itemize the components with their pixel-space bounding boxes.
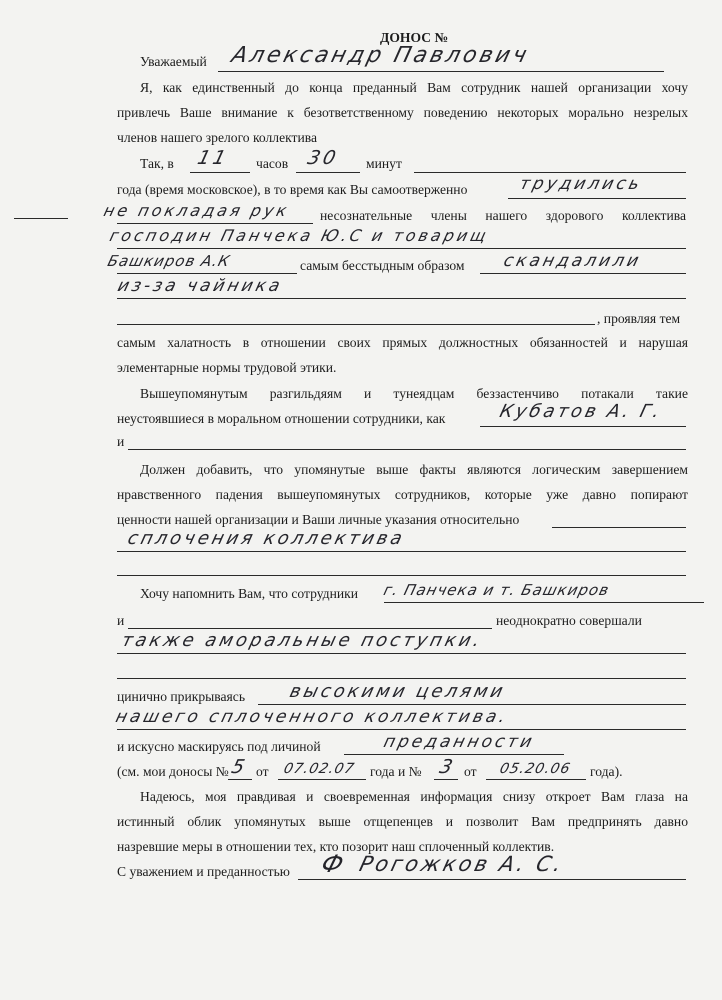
work-line2	[117, 223, 313, 224]
accomplice-line1: Вышеупомянутым разгильдяям и тунеядцам беззастенчиво потакали такие	[140, 386, 688, 401]
time-rest-line	[414, 172, 686, 173]
para1-line1: Я, как единственный до конца преданный Вам сотрудник нашей организации хочу	[140, 80, 688, 95]
time-prefix: Так, в	[140, 156, 174, 171]
remind-handwritten: г. Панчека и т. Башкиров	[381, 581, 612, 599]
deed-line1	[480, 273, 686, 274]
ref-from-2: от	[464, 764, 477, 779]
ref-date1-line	[278, 779, 366, 780]
unity-handwritten: сплочения коллектива	[125, 528, 408, 549]
ref-num1-line	[228, 779, 252, 780]
names-handwritten1: господин Панчека Ю.С и товарищ	[107, 226, 491, 245]
ref-num1-handwritten: 5	[229, 756, 250, 778]
remind-line	[384, 602, 704, 603]
form-title: ДОНОС №	[380, 30, 449, 45]
cover-handwritten1: высокими целями	[287, 681, 508, 702]
work-line1	[508, 198, 686, 199]
ref-num2-line	[434, 779, 458, 780]
immoral-line2	[117, 678, 686, 679]
hope-line1: Надеюсь, моя правдивая и своевременная информация снизу откроет Вам глаза на	[140, 789, 688, 804]
ref-date2-handwritten: 05.20.06	[498, 761, 573, 777]
showing-text: , проявляя тем	[597, 311, 681, 326]
add-line3: ценности нашей организации и Ваши личные указания относительно	[117, 512, 520, 527]
minutes-line	[296, 172, 360, 173]
hours-handwritten: 11	[195, 147, 231, 169]
mask-line	[344, 754, 564, 755]
unity-line2	[117, 575, 686, 576]
cover-line1	[258, 704, 686, 705]
hope-line3: назревшие меры в отношении тех, кто позорит наш сплоченный коллектив.	[117, 839, 555, 854]
work-handwritten1: трудились	[517, 174, 645, 194]
ref-open: (см. мои доносы №	[117, 764, 229, 779]
minutes-label: минут	[366, 156, 402, 171]
remind-text: Хочу напомнить Вам, что сотрудники	[140, 586, 359, 601]
mask-handwritten: преданности	[381, 732, 537, 752]
ref-close: года).	[590, 764, 623, 779]
hours-label: часов	[256, 156, 289, 171]
margin-mark	[14, 218, 68, 219]
signature-mark: Ф	[317, 850, 349, 878]
shameless-text: самым бесстыдным образом	[300, 258, 465, 273]
deed-line2	[117, 298, 686, 299]
immoral-handwritten: также аморальные поступки.	[119, 630, 485, 651]
greeting-label: Уважаемый	[140, 54, 207, 69]
accomplice2-line	[128, 449, 686, 450]
mask-text: и искусно маскируясь под личиной	[117, 739, 321, 754]
ref-date1-handwritten: 07.02.07	[282, 761, 357, 777]
members-text: несознательные члены нашего здорового коллектива	[320, 208, 686, 223]
signature-line	[298, 879, 686, 880]
minutes-handwritten: 30	[305, 147, 341, 169]
ref-from-1: от	[256, 764, 269, 779]
accomplice-line2: неустоявшиеся в моральном отношении сотрудники, как	[117, 411, 446, 426]
names-line1	[117, 248, 686, 249]
cynical-text: цинично прикрываясь	[117, 689, 246, 704]
and-label-1: и	[117, 434, 125, 449]
ref-date2-line	[486, 779, 586, 780]
ref-year-and: года и №	[370, 764, 422, 779]
para1-line3: членов нашего зрелого коллектива	[117, 130, 318, 145]
para1-line2: привлечь Ваше внимание к безответственному поведению некоторых морально незрелых	[117, 105, 688, 120]
deed-line3	[117, 324, 595, 325]
addressee-handwritten: Александр Павлович	[229, 43, 533, 68]
neglect-line2: элементарные нормы трудовой этики.	[117, 360, 337, 375]
and-label-2: и	[117, 613, 125, 628]
unity-line0	[552, 527, 686, 528]
names-line2	[117, 273, 297, 274]
deed-handwritten2: из-за чайника	[115, 276, 285, 296]
accomplice-handwritten: Кубатов А. Г.	[497, 401, 665, 422]
deed-handwritten1: скандалили	[501, 251, 644, 271]
ref-num2-handwritten: 3	[437, 756, 458, 778]
unity-line1	[117, 551, 686, 552]
cover-line2	[117, 729, 686, 730]
closing-label: С уважением и преданностью	[117, 864, 290, 879]
add-line2: нравственного падения вышеупомянутых сотрудников, которые уже давно попирают	[117, 487, 688, 502]
cover-handwritten2: нашего сплоченного коллектива.	[113, 707, 511, 727]
work-handwritten2: не покладая рук	[101, 201, 292, 220]
moscow-text: года (время московское), в то время как Вы самоотверженно	[117, 182, 468, 197]
hope-line2: истинный облик упомянутых выше отщепенцев и позволит Вам предпринять давно	[117, 814, 688, 829]
neglect-line1: самым халатность в отношении своих прямых должностных обязанностей и нарушая	[117, 335, 688, 350]
addressee-line	[218, 71, 664, 72]
add-line1: Должен добавить, что упомянутые выше факты являются логическим завершением	[140, 462, 688, 477]
hours-line	[190, 172, 250, 173]
remind-line2	[128, 628, 492, 629]
repeatedly-text: неоднократно совершали	[496, 613, 642, 628]
names-handwritten2: Башкиров А.К	[105, 252, 233, 270]
accomplice-line	[480, 426, 686, 427]
immoral-line1	[117, 653, 686, 654]
signature-handwritten: Рогожков А. С.	[357, 852, 567, 876]
